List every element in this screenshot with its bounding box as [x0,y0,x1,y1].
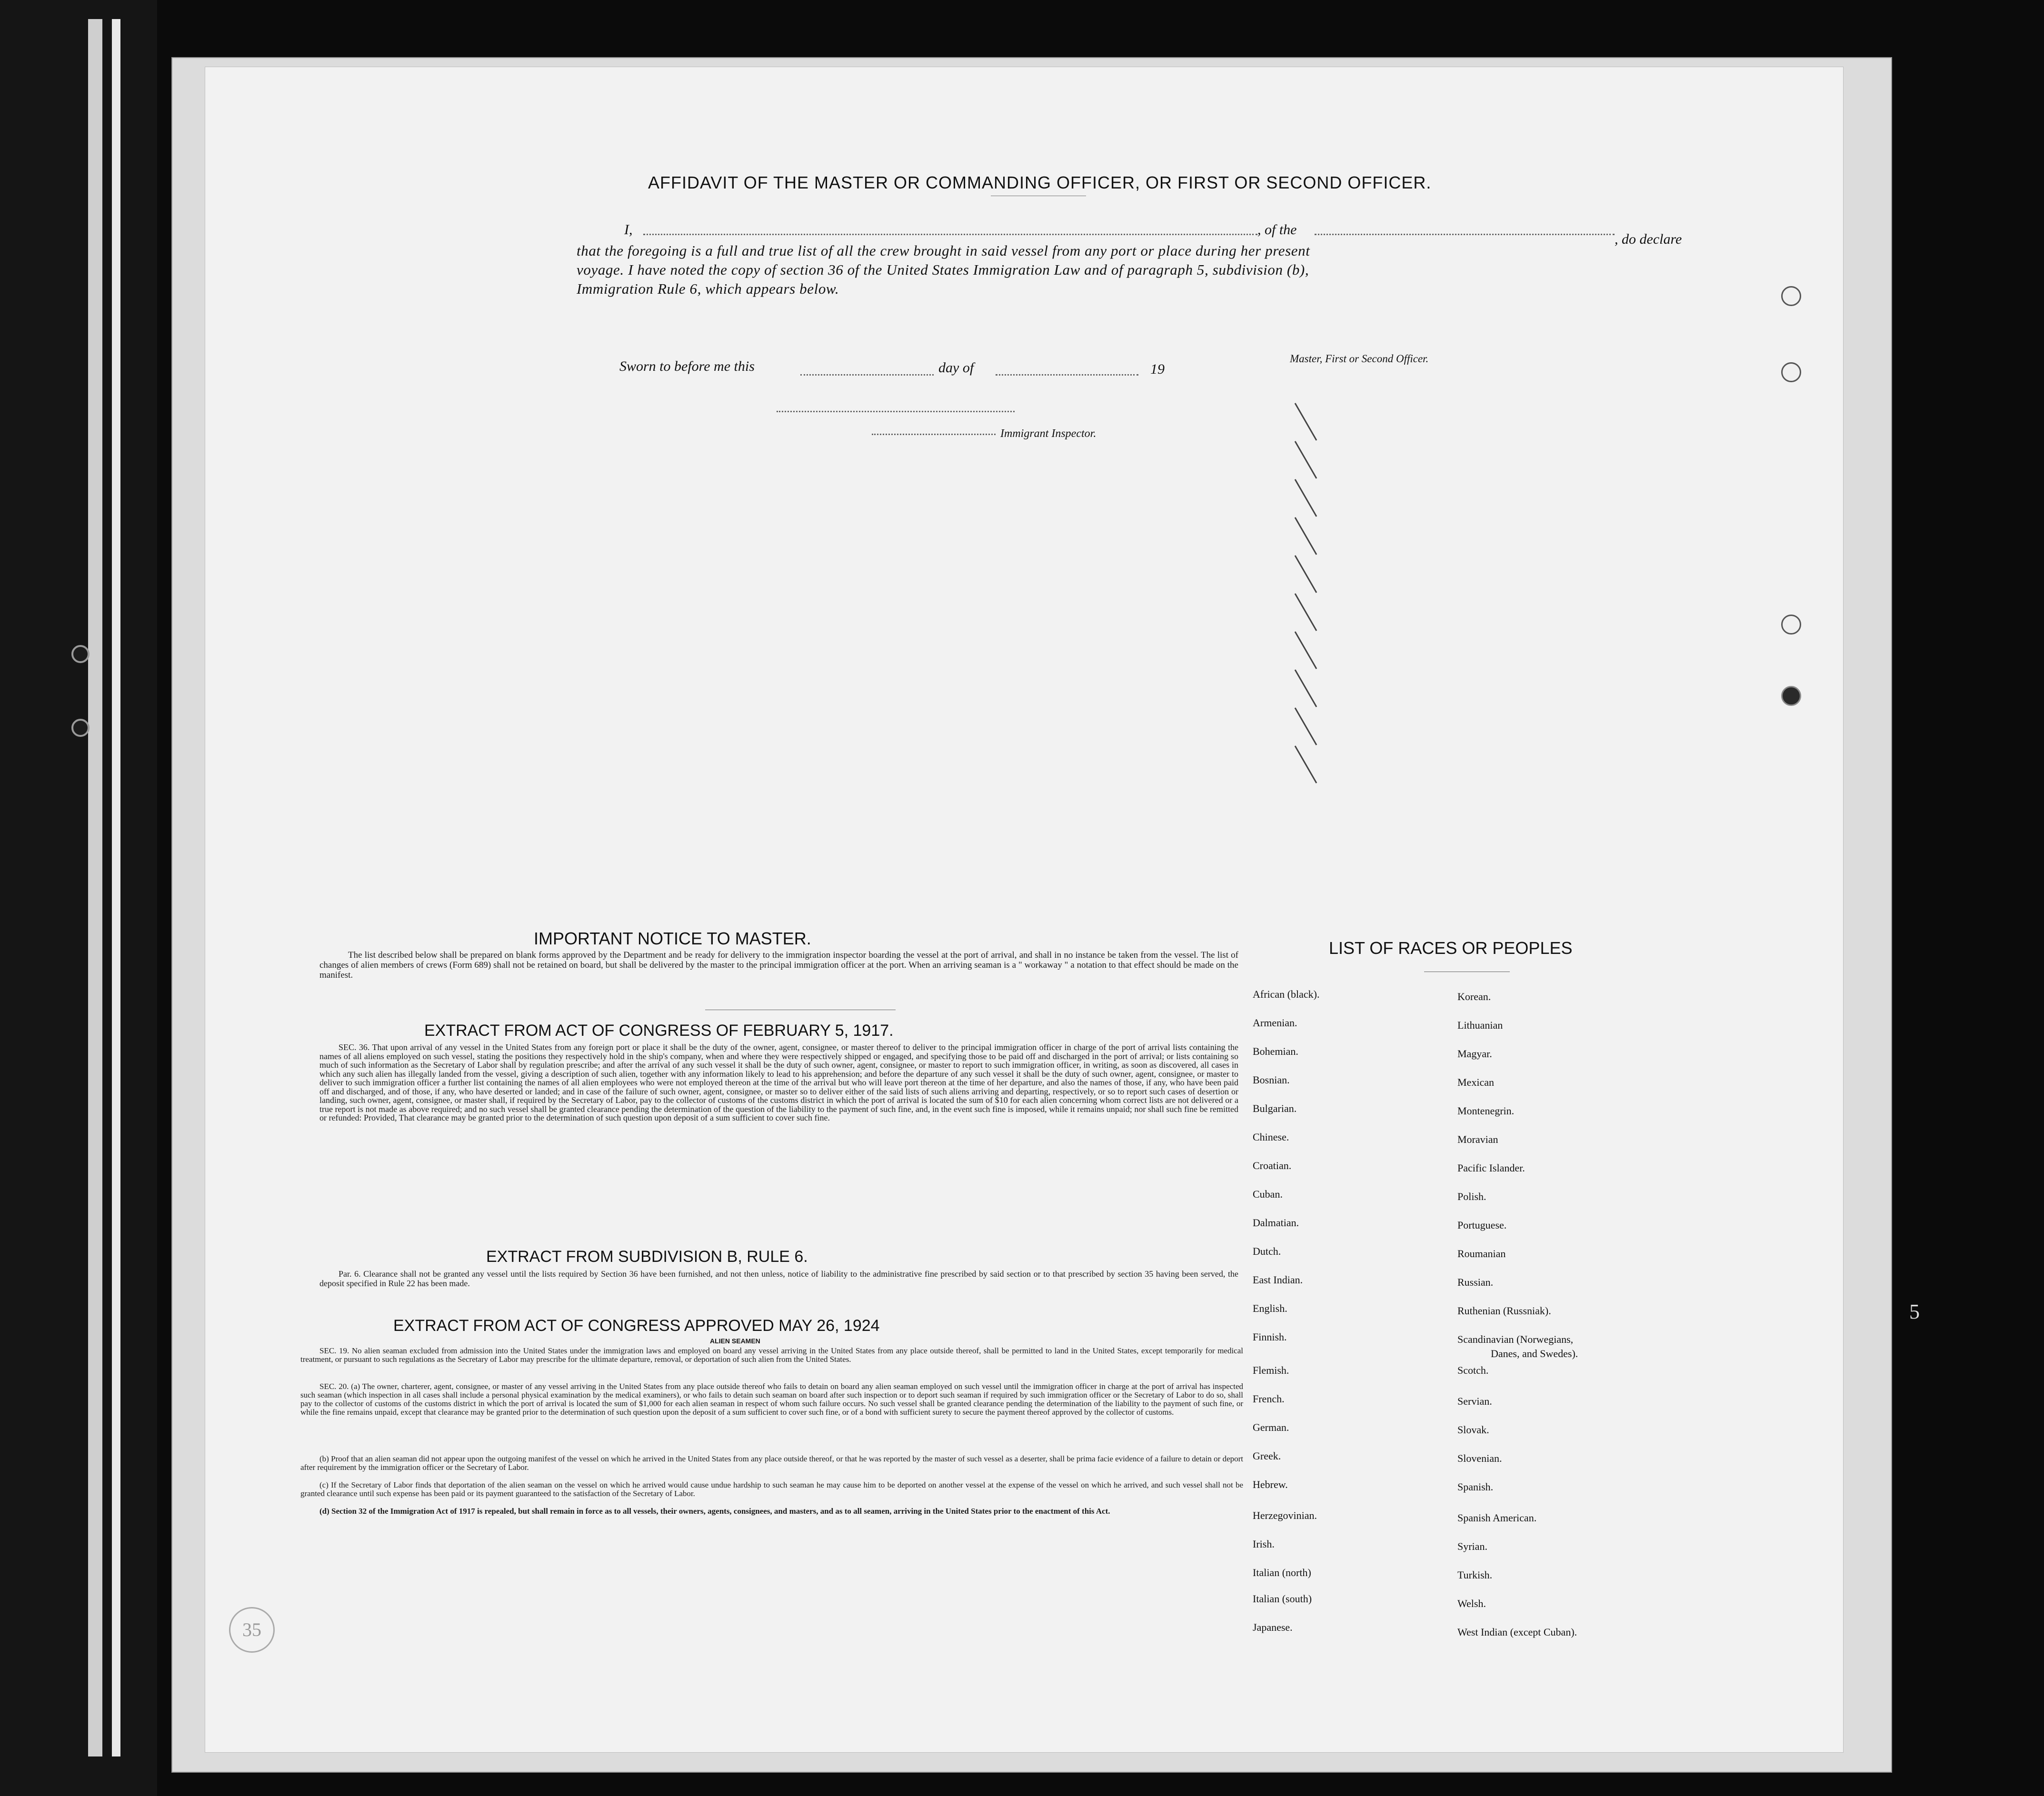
ledger-tick [1295,441,1317,478]
binder-background [0,0,157,1796]
race-right-item: Moravian [1457,1133,1498,1145]
race-right-item: Polish. [1457,1191,1486,1202]
subdivision-text: Par. 6. Clearance shall not be granted any vessel until the lists required by Section 36 have been furnished, and not then unless, notice of liability to the administrative fine prescribed by said section or to that prescribed by section 35 having been served, the deposit specified in Rule 22 has been made. [319,1269,1238,1288]
race-right-item: Montenegrin. [1457,1105,1515,1117]
race-right-item: Pacific Islander. [1457,1162,1525,1174]
race-right-item: Russian. [1457,1276,1494,1288]
race-right-item: Spanish American. [1457,1512,1537,1524]
extract-1924-sec20d: (d) Section 32 of the Immigration Act of 1917 is repealed, but shall remain in force as to all vessels, their owners, agents, consignees, and masters, and as to all seamen, arriving in the United States prior to the enactment of this Act. [319,1507,1110,1516]
race-right-item: Korean. [1457,991,1491,1002]
day-blank[interactable] [800,374,934,376]
race-right-item: Danes, and Swedes). [1491,1348,1578,1359]
ledger-tick [1295,745,1317,783]
ledger-tick [1295,403,1317,440]
race-left-item: Bosnian. [1253,1074,1290,1086]
notice-text: The list described below shall be prepared on blank forms approved by the Department and be ready for delivery to the immigration inspector boarding the vessel at the port of arrival, and shall in no instance be taken from the vessel. The list of changes of alien members of crews (Form 689) shall not be retained on board, but shall be delivered by the master to the principal immigration officer at the port. When an arriving seaman is a " workaway " a notation to that effect should be made on the manifest. [319,950,1238,980]
affidavit-line-1: that the foregoing is a full and true list of all the crew brought in said vessel from any port or place during her present [577,242,1310,259]
punch-hole-icon [1781,362,1801,382]
ledger-tick [1295,517,1317,555]
race-right-item: Mexican [1457,1076,1494,1088]
extract-1917-text: SEC. 36. That upon arrival of any vessel in the United States from any foreign port or place it shall be the duty of the owner, agent, consignee, or master thereof to deliver to the principal immigration officer in charge of the port of arrival lists containing the names of all aliens employed on such vessel, stating the positions they respectively hold in the ship's company, when and where they were respectively shipped or engaged, and specifying those to be paid off and discharged in the port of arrival; or lists containing so much of such information as the Secretary of Labor shall by regulation prescribe; and after the arrival of any such vessel it shall be the duty of such owner, agent, consignee, or master to report to such immigration officer, in writing, as soon as discovered, all cases in which any such alien has illegally landed from the vessel, giving a description of such alien, together with any information likely to lead to his apprehension; and before the departure of any such vessel it shall be the duty of such owner, agent, consignee, or master to deliver to such immigration officer a further list containing the names of all alien employees who were not employed thereon at the time of the arrival but who will leave port thereon at the time of her departure, and also the names of those, if any, who have been paid off and discharged, and of those, if any, who have deserted or landed; and in case of the failure of such owner, agent, consignee, or master so to deliver either of the said lists of such aliens arriving and departing, respectively, or so to report such cases of desertion or landing, such owner, agent, consignee, or master shall, if required by the Secretary of Labor, pay to the collector of customs of the customs district in which the port of arrival is located the sum of $10 for each alien concerning whom correct lists are not delivered or a true report is not made as above required; and no such vessel shall be granted clearance pending the determination of the question of the liability to the payment of such fine, and, in the event such fine is imposed, while it remains unpaid; nor shall such fine be remitted or refunded: Provided, That clearance may be granted prior to the determination of such question upon deposit of a sum sufficient to cover such fine. [319,1042,1238,1122]
extract-1924-sec20c: (c) If the Secretary of Labor finds that deportation of the alien seaman on the vessel on which he arrived would cause undue hardship to such seaman he may cause him to be deported on another vessel at the expense of the vessel on which he arrived, and such vessel shall not be granted clearance until such expense has been paid or its payment guaranteed to the satisfaction of the Secretary of Labor. [300,1480,1243,1498]
extract-1924-sec20a: SEC. 20. (a) The owner, charterer, agent, consignee, or master of any vessel arriving in the United States from any place outside thereof who fails to detain on board any alien seaman employed on such vessel until the immigration officer in charge at the port of arrival has inspected such seaman (which inspection in all cases shall include a personal physical examination by the medical examiners), or who fails to detain such seaman on board after such inspection or to deport such seaman if required by such immigration officer or the Secretary of Labor to do so, shall pay to the collector of customs of the customs district in which the port of arrival is located the sum of $1,000 for each alien seaman in respect of whom such failure occurs. No such vessel shall be granted clearance pending the determination of the liability to the payment of such fine, or while the fine remains unpaid, except that clearance may be granted prior to the determination of such question upon the deposit of a sum sufficient to cover such fine, or of a bond with sufficient surety to secure the payment thereof approved by the collector of customs. [300,1382,1243,1417]
extract-1917-title: EXTRACT FROM ACT OF CONGRESS OF FEBRUARY 5, 1917. [424,1022,894,1040]
race-right-item: Slovak. [1457,1424,1489,1436]
day-of-label: day of [938,360,974,376]
race-right-item: Scandinavian (Norwegians, [1457,1333,1574,1345]
race-left-item: Croatian. [1253,1160,1292,1171]
race-left-item: Armenian. [1253,1017,1297,1029]
document-page [205,67,1844,1753]
extract-1924-sec20b: (b) Proof that an alien seaman did not appear upon the outgoing manifest of the vessel on which he arrived in the United States from any place outside thereof, or that he was reported by the master of such vessel as a deserter, shall be prima facie evidence of a failure to detain or deport after requirement by the immigration officer or the Secretary of Labor. [300,1454,1243,1472]
race-right-item: Ruthenian (Russniak). [1457,1305,1551,1317]
affidavit-line-3: Immigration Rule 6, which appears below. [577,280,839,297]
race-right-item: Spanish. [1457,1481,1494,1493]
ledger-tick [1295,631,1317,669]
race-right-item: Turkish. [1457,1569,1493,1581]
race-right-item: Magyar. [1457,1048,1492,1060]
race-right-item: West Indian (except Cuban). [1457,1626,1577,1638]
inspector-signature-blank-2[interactable] [872,434,996,435]
race-left-item: Dutch. [1253,1245,1281,1257]
race-left-item: Flemish. [1253,1364,1289,1376]
race-left-item: French. [1253,1393,1285,1405]
race-left-item: Irish. [1253,1538,1275,1550]
race-left-item: English. [1253,1302,1287,1314]
inspector-label: Immigrant Inspector. [1000,427,1097,440]
master-signature-label: Master, First or Second Officer. [1290,353,1429,365]
binder-ring-icon [71,719,90,737]
page-stamp: 35 [229,1607,275,1653]
sworn-label: Sworn to before me this [619,358,755,374]
race-right-item: Welsh. [1457,1598,1486,1609]
race-right-item: Syrian. [1457,1540,1487,1552]
punch-hole-icon [1781,615,1801,635]
race-left-item: Japanese. [1253,1621,1293,1633]
margin-note: 5 [1909,1300,1920,1323]
race-left-item: Italian (north) [1253,1567,1311,1578]
punch-hole-icon [1781,686,1801,706]
affidavit-line-2: voyage. I have noted the copy of section 36 of the United States Immigration Law and of paragraph 5, subdivision (b), [577,261,1309,278]
race-left-item: Greek. [1253,1450,1281,1462]
race-right-item: Servian. [1457,1395,1492,1407]
race-left-item: Finnish. [1253,1331,1287,1343]
subdivision-title: EXTRACT FROM SUBDIVISION B, RULE 6. [486,1248,808,1266]
race-left-item: Hebrew. [1253,1478,1288,1490]
ledger-tick [1295,707,1317,745]
race-left-item: Italian (south) [1253,1593,1312,1605]
month-blank[interactable] [996,374,1138,376]
race-left-item: Cuban. [1253,1188,1283,1200]
races-title: LIST OF RACES OR PEOPLES [1329,938,1573,958]
race-right-item: Roumanian [1457,1248,1506,1260]
race-right-item: Lithuanian [1457,1019,1503,1031]
binder-strip [88,19,102,1756]
alien-seamen-subtitle: ALIEN SEAMEN [710,1337,760,1345]
race-left-item: East Indian. [1253,1274,1303,1286]
year-label: 19 [1150,361,1165,377]
race-left-item: African (black). [1253,988,1320,1000]
vessel-blank[interactable] [1315,234,1615,235]
notice-title: IMPORTANT NOTICE TO MASTER. [534,929,811,948]
race-right-item: Scotch. [1457,1364,1489,1376]
binder-strip [112,19,120,1756]
race-left-item: Bulgarian. [1253,1102,1297,1114]
affidavit-of-the: , of the [1257,222,1297,238]
race-left-item: Herzegovinian. [1253,1509,1317,1521]
race-right-item: Slovenian. [1457,1452,1502,1464]
ledger-tick [1295,669,1317,707]
affidavit-title: AFFIDAVIT OF THE MASTER OR COMMANDING OFFICER, OR FIRST OR SECOND OFFICER. [648,173,1432,192]
affidavit-i: I, [624,222,633,238]
ledger-tick [1295,555,1317,593]
race-left-item: Chinese. [1253,1131,1289,1143]
affidavit-do-declare: , do declare [1615,231,1682,247]
ledger-tick [1295,593,1317,631]
punch-hole-icon [1781,286,1801,306]
extract-1924-title: EXTRACT FROM ACT OF CONGRESS APPROVED MAY 26, 1924 [393,1317,880,1335]
race-right-item: Portuguese. [1457,1219,1507,1231]
extract-1924-sec19: SEC. 19. No alien seaman excluded from admission into the United States under the immigration laws and employed on board any vessel arriving in the United States from any place outside thereof, shall be permitted to land in the United States, except temporarily for medical treatment, or pursuant to such regulations as the Secretary of Labor may prescribe for the ultimate departure, removal, or deportation of such alien from the United States. [300,1346,1243,1364]
race-left-item: Dalmatian. [1253,1217,1299,1229]
race-left-item: German. [1253,1421,1289,1433]
inspector-signature-blank[interactable] [777,411,1015,412]
race-left-item: Bohemian. [1253,1045,1298,1057]
binder-ring-icon [71,645,90,663]
name-blank[interactable] [643,234,1257,235]
ledger-tick [1295,479,1317,516]
